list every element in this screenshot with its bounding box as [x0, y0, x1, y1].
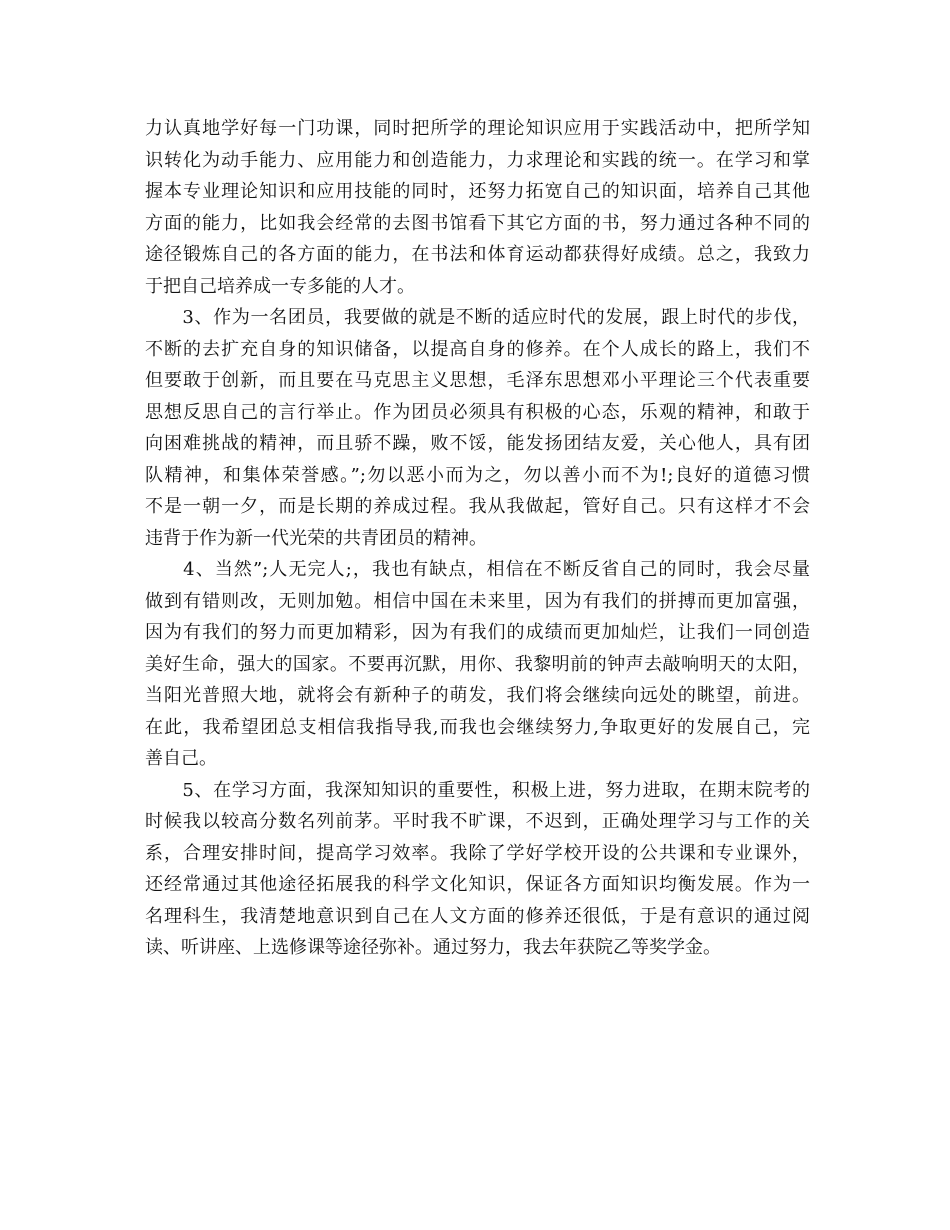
text-line: 方面的能力，比如我会经常的去图书馆看下其它方面的书，努力通过各种不同的: [145, 212, 810, 234]
text-line: 美好生命，强大的国家。不要再沉默，用你、我黎明前的钟声去敲响明天的太阳，: [145, 653, 810, 675]
text-line: 不断的去扩充自身的知识储备，以提高自身的修养。在个人成长的路上，我们不: [145, 338, 810, 360]
text-line: 做到有错则改，无则加勉。相信中国在未来里，因为有我们的拼搏而更加富强，: [145, 590, 810, 612]
text-line: 4、当然”;人无完人;，我也有缺点，相信在不断反省自己的同时，我会尽量: [145, 559, 810, 580]
text-line: 还经常通过其他途径拓展我的科学文化知识，保证各方面知识均衡发展。作为一: [145, 874, 810, 895]
text-line: 在此，我希望团总支相信我指导我,而我也会继续努力,争取更好的发展自己，完: [145, 716, 810, 738]
text-line: 于把自己培养成一专多能的人才。: [145, 275, 415, 297]
text-line: 但要敢于创新，而且要在马克思主义思想，毛泽东思想邓小平理论三个代表重要: [145, 370, 810, 391]
text-line: 系，合理安排时间，提高学习效率。我除了学好学校开设的公共课和专业课外，: [145, 842, 810, 864]
paragraph-5: [145, 775, 810, 964]
paragraph-continuation: [145, 113, 810, 302]
text-line: 不是一朝一夕，而是长期的养成过程。我从我做起，管好自己。只有这样才不会: [145, 496, 810, 517]
text-line: 思想反思自己的言行举止。作为团员必须具有积极的心态，乐观的精神，和敢于: [145, 401, 810, 423]
text-line: 队精神，和集体荣誉感。”;勿以恶小而为之，勿以善小而不为!;良好的道德习惯: [145, 464, 810, 486]
text-line: 善自己。: [145, 748, 217, 769]
text-line: 当阳光普照大地，就将会有新种子的萌发，我们将会继续向远处的眺望，前进。: [145, 685, 810, 706]
text-line: 途径锻炼自己的各方面的能力，在书法和体育运动都获得好成绩。总之，我致力: [145, 244, 810, 265]
text-line: 5、在学习方面，我深知知识的重要性，积极上进，努力进取，在期末院考的: [145, 779, 810, 801]
text-line: 3、作为一名团员，我要做的就是不断的适应时代的发展，跟上时代的步伐，: [145, 307, 810, 328]
paragraph-4: [145, 554, 810, 775]
text-line: 因为有我们的努力而更加精彩，因为有我们的成绩而更加灿烂，让我们一同创造: [145, 622, 810, 643]
text-line: 违背于作为新一代光荣的共青团员的精神。: [145, 527, 487, 549]
text-line: 名理科生，我清楚地意识到自己在人文方面的修养还很低，于是有意识的通过阅: [145, 905, 810, 927]
paragraph-3: [145, 302, 810, 554]
text-line: 握本专业理论知识和应用技能的同时，还努力拓宽自己的知识面，培养自己其他: [145, 181, 810, 202]
text-line: 时候我以较高分数名列前茅。平时我不旷课，不迟到，正确处理学习与工作的关: [145, 811, 810, 832]
text-line: 识转化为动手能力、应用能力和创造能力，力求理论和实践的统一。在学习和掌: [145, 149, 810, 171]
text-line: 力认真地学好每一门功课，同时把所学的理论知识应用于实践活动中，把所学知: [145, 118, 810, 139]
document-body: [145, 113, 810, 964]
text-line: 读、听讲座、上选修课等途径弥补。通过努力，我去年获院乙等奖学金。: [145, 937, 721, 958]
text-line: 向困难挑战的精神，而且骄不躁，败不馁，能发扬团结友爱，关心他人，具有团: [145, 433, 810, 454]
